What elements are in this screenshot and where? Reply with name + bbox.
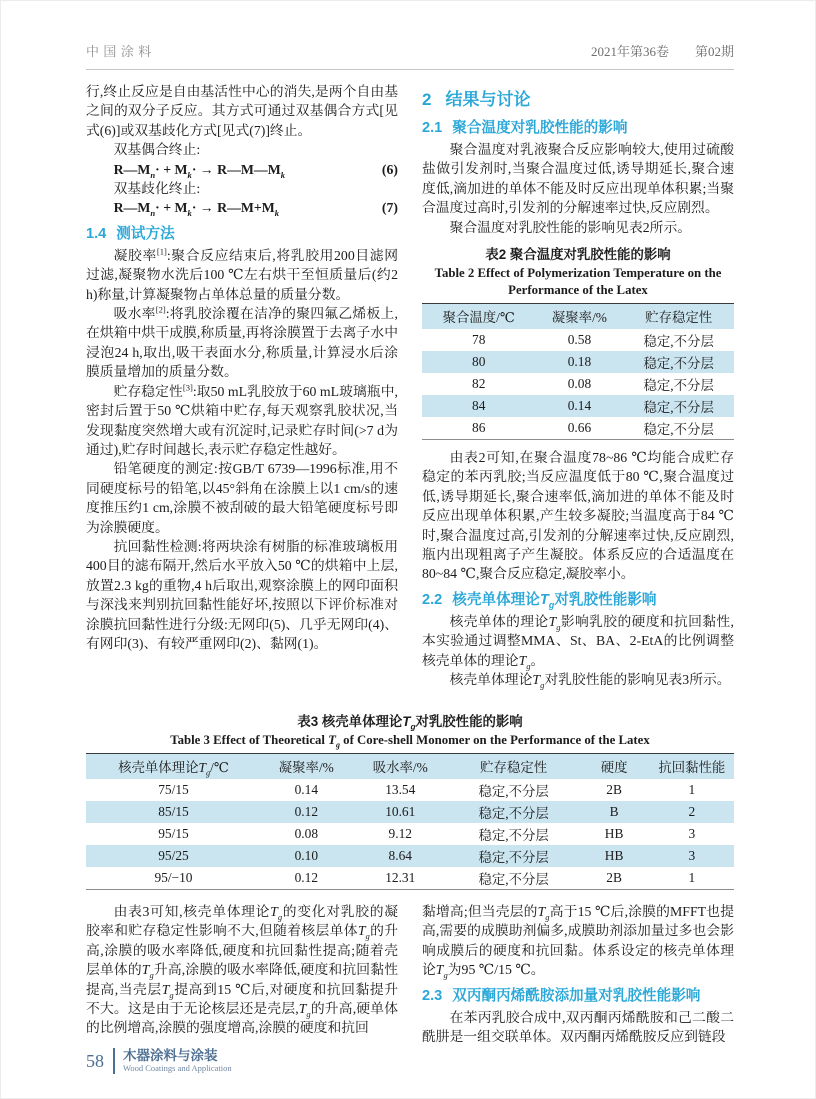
table-cell: 稳定,不分层 [623, 395, 734, 417]
volume-label: 2021年第36卷 [590, 44, 669, 59]
lower-columns [86, 902, 734, 1046]
table-cell: 2B [606, 870, 622, 885]
table-header-cell: 抗回黏性能 [650, 754, 734, 780]
table-cell: 0.12 [294, 870, 319, 885]
table-cell: 82 [472, 376, 486, 392]
table3-caption-en: Table 3 Effect of Theoretical $T_g$ of Core-shell Monomer on the Performance of the Latex [170, 732, 650, 750]
equation-7 [86, 198, 398, 217]
table-header-cell: 贮存稳定性 [449, 754, 579, 780]
table-header-row [86, 754, 734, 780]
page-number: 58 [86, 1050, 104, 1071]
table-header-row [422, 304, 734, 330]
paragraph: 聚合温度对乳液聚合反应影响较大,使用过硫酸盐做引发剂时,当聚合温度过低,诱导期延长,聚合速度低,滴加进的单体不能及时反应出现单体积累;当聚合温度过高时,引发剂的分解速率过快,反应剧烈。 [422, 142, 734, 216]
table-cell: 80 [422, 351, 536, 373]
table2-caption-cn: 表2 聚合温度对乳胶性能的影响 [485, 247, 671, 263]
table-cell: 9.12 [388, 826, 412, 841]
table-cell: 稳定,不分层 [478, 783, 549, 799]
section-heading-1-4 [86, 222, 398, 243]
table-cell: 稳定,不分层 [643, 377, 714, 393]
table-cell: 3 [688, 826, 696, 841]
table-cell: 13.54 [385, 782, 416, 797]
table-cell: 95/15 [158, 826, 189, 841]
equation-number: (7) [381, 200, 398, 216]
table-header-cell: 聚合温度/℃ [422, 304, 536, 330]
equation-expression: $R—M_n\cdot + M_k\cdot$ → $R—M+M_k$ [113, 200, 280, 219]
section-title: 结果与讨论 [445, 90, 531, 109]
table-cell: B [578, 801, 649, 823]
paragraph: 贮存稳定性[3]:取50 mL乳胶放于60 mL玻璃瓶中,密封后置于50 ℃烘箱中贮存,每天观察乳胶状况,当发现黏度突然增大或有沉淀时,记录贮存时间(>7 d为通过),贮存时间越长,表示贮存稳定性越好。 [86, 382, 398, 457]
table-cell: 1 [688, 870, 696, 885]
table-cell: 0.10 [261, 845, 352, 867]
table-cell: HB [578, 845, 649, 867]
upper-columns [86, 82, 734, 690]
table-cell: 0.08 [294, 826, 319, 841]
table-cell: 0.14 [294, 782, 319, 797]
table-cell: 稳定,不分层 [643, 333, 714, 349]
section-number: 2.2 [422, 591, 443, 608]
table-cell: 78 [472, 332, 486, 348]
section-heading-2-1 [422, 116, 734, 137]
equation-number: (6) [381, 161, 398, 177]
column-right [422, 902, 734, 1046]
table2-block [422, 246, 734, 440]
table-header-cell: 硬度 [578, 754, 649, 780]
paragraph: 由表3可知,核壳单体理论$T_g$的变化对乳胶的凝胶率和贮存稳定性影响不大,但随着核层单体$T_g$的升高,涂膜的吸水率降低,硬度和抗回黏性提高;随着壳层单体的$T_g$升高,涂膜的吸水率降低,硬度和抗回黏性提高,当壳层$T_g$提高到15 ℃后,对硬度和抗回黏提升不大。这是由于无论核层还是壳层$,T_g$的升高,硬单体的比例增高,涂膜的强度增高,涂膜的硬度和抗回 [86, 904, 398, 1036]
table-cell: 10.61 [352, 801, 449, 823]
table-row [86, 779, 734, 801]
paragraph: 抗回黏性检测:将两块涂有树脂的标准玻璃板用400目的滤布隔开,然后水平放入50 ℃的烘箱中上层,放置2.3 kg的重物,4 h后取出,观察涂膜上的网印面积与深浅来判别抗回黏性能好坏,按照以下评价标准对涂膜抗回黏性进行分级:无网印(5)、几乎无网印(4)、有网印(3)、有较严重网印(2)、黏网(1)。 [86, 538, 398, 651]
footer-journal [113, 1048, 232, 1074]
table-cell: 稳定,不分层 [623, 351, 734, 373]
equation-expression: $R—M_n\cdot + M_k\cdot$ → $R—M—M_k$ [113, 161, 286, 180]
table-cell: 86 [472, 420, 486, 436]
paragraph: 核壳单体理论$T_g$对乳胶性能的影响见表3所示。 [449, 672, 731, 690]
table-cell: 95/−10 [154, 870, 193, 885]
table-row [422, 373, 734, 395]
table-cell: 稳定,不分层 [449, 801, 579, 823]
table-cell: 12.31 [385, 870, 416, 885]
equation-label: 双基歧化终止: [113, 181, 201, 197]
paragraph: 吸水率[2]:将乳胶涂覆在洁净的聚四氟乙烯板上,在烘箱中烘干成膜,称质量,再将涂膜置于去离子水中浸泡24 h,取出,吸干表面水分,称质量,计算浸水后涂膜质量增加的质量分数。 [86, 304, 398, 380]
section-title: 双丙酮丙烯酰胺添加量对乳胶性能影响 [452, 987, 701, 1004]
table-cell: 3 [650, 845, 734, 867]
table-row [422, 351, 734, 373]
table3-block [86, 704, 734, 891]
section-number: 2 [422, 90, 432, 109]
table-cell: 0.58 [567, 332, 592, 348]
table3-caption-cn: 表3 核壳单体理论$T_g$对乳胶性能的影响 [297, 713, 523, 732]
table3 [86, 753, 734, 890]
table-cell: 2B [606, 782, 622, 797]
journal-name: 中国涂料 [86, 44, 156, 59]
section-heading-2-2 [422, 588, 734, 609]
table-cell: 0.66 [567, 420, 592, 436]
section-heading-2 [422, 85, 734, 110]
table-row [422, 329, 734, 351]
section-number: 2.3 [422, 987, 443, 1004]
paragraph: 凝胶率[1]:聚合反应结束后,将乳胶用200目滤网过滤,凝聚物水洗后100 ℃左右烘干至恒质量后(约2 h)称量,计算凝聚物占单体总量的质量分数。 [86, 246, 399, 302]
table-cell: 84 [422, 395, 536, 417]
table-cell: 75/15 [158, 782, 189, 797]
section-heading-2-3 [422, 984, 734, 1005]
table-cell: 1 [688, 782, 696, 797]
table2 [422, 303, 734, 440]
paragraph: 核壳单体的理论$T_g$影响乳胶的硬度和抗回黏性,本实验通过调整MMA、St、BA、2-EtA的比例调整核壳单体的理论$T_g$。 [422, 613, 735, 671]
section-number: 2.1 [422, 120, 443, 136]
paragraph: 聚合温度对乳胶性能的影响见表2所示。 [449, 219, 692, 235]
table-cell: 0.18 [536, 351, 624, 373]
table-header-cell: 凝聚率/% [536, 304, 624, 330]
table-cell: HB [604, 826, 624, 841]
section-title: 测试方法 [116, 225, 175, 242]
table-cell: 稳定,不分层 [449, 845, 579, 867]
paragraph: 由表2可知,在聚合温度78~86 ℃均能合成贮存稳定的苯丙乳胶;当反应温度低于80 ℃,聚合温度过低,诱导期延长,聚合速率低,滴加进的单体不能及时反应出现单体积累,产生较多凝胶;当温度高于84 ℃时,聚合温度过高,引发剂的分解速率过快,反应剧烈,瓶内出现粗离子产生凝胶。体系反应的合适温度在80~84 ℃,聚合反应稳定,凝胶率小。 [422, 450, 734, 582]
section-title: 核壳单体理论$T_g$对乳胶性能影响 [452, 591, 657, 610]
table-cell: 95/25 [86, 845, 261, 867]
section-number: 1.4 [86, 225, 107, 242]
footer-journal-cn: 木器涂料与涂装 [123, 1048, 218, 1063]
section-title: 聚合温度对乳胶性能的影响 [452, 120, 628, 136]
table-header-cell: 核壳单体理论$T_g/℃$ [86, 754, 261, 780]
issue-label: 第02期 [694, 44, 734, 59]
table-cell: 稳定,不分层 [478, 827, 549, 843]
table-row [86, 823, 734, 845]
paragraph: 在苯丙乳胶合成中,双丙酮丙烯酰胺和己二酸二酰肼是一组交联单体。双丙酮丙烯酰胺反应到链段 [422, 1009, 734, 1045]
page-footer [86, 1048, 734, 1074]
table-cell: 稳定,不分层 [478, 871, 549, 887]
table-header-cell: 吸水率/% [352, 754, 449, 780]
table-cell: 0.14 [536, 395, 624, 417]
table-row [422, 395, 734, 417]
table-cell: 2 [650, 801, 734, 823]
equation-label: 双基偶合终止: [113, 142, 201, 158]
table-cell: 0.12 [261, 801, 352, 823]
table2-caption-en: Table 2 Effect of Polymerization Temperature on the Performance of the Latex [434, 266, 722, 297]
table-row [422, 417, 734, 440]
column-left [86, 902, 398, 1046]
footer-journal-en: Wood Coatings and Application [123, 1063, 232, 1073]
table-cell: 85/15 [86, 801, 261, 823]
table-header-cell: 贮存稳定性 [623, 304, 734, 330]
table-header-cell: 凝聚率/% [261, 754, 352, 780]
table-cell: 稳定,不分层 [643, 421, 714, 437]
table-cell: 0.08 [567, 376, 592, 392]
column-right [422, 82, 734, 690]
equation-6 [86, 160, 398, 179]
paragraph: 行,终止反应是自由基活性中心的消失,是两个自由基之间的双分子反应。其方式可通过双基偶合方式[见式(6)]或双基歧化方式[见式(7)]终止。 [86, 84, 398, 138]
table-row [86, 801, 734, 823]
table-row [86, 867, 734, 890]
column-left [86, 82, 398, 690]
table-row [86, 845, 734, 867]
paragraph: 黏增高;但当壳层的$T_g$高于15 ℃后,涂膜的MFFT也提高,需要的成膜助剂偏多,成膜助剂添加量过多也会影响成膜后的硬度和抗回黏。体系设定的核壳单体理论$T_g$为95 ℃/15 ℃。 [422, 904, 734, 980]
table-cell: 8.64 [352, 845, 449, 867]
paragraph: 铅笔硬度的测定:按GB/T 6739—1996标准,用不同硬度标号的铅笔,以45°斜角在涂膜上以1 cm/s的速度推压约1 cm,涂膜不被刮破的最大铅笔硬度标号即为涂膜硬度。 [86, 461, 398, 535]
running-head [86, 41, 734, 70]
issue-info [591, 41, 734, 60]
